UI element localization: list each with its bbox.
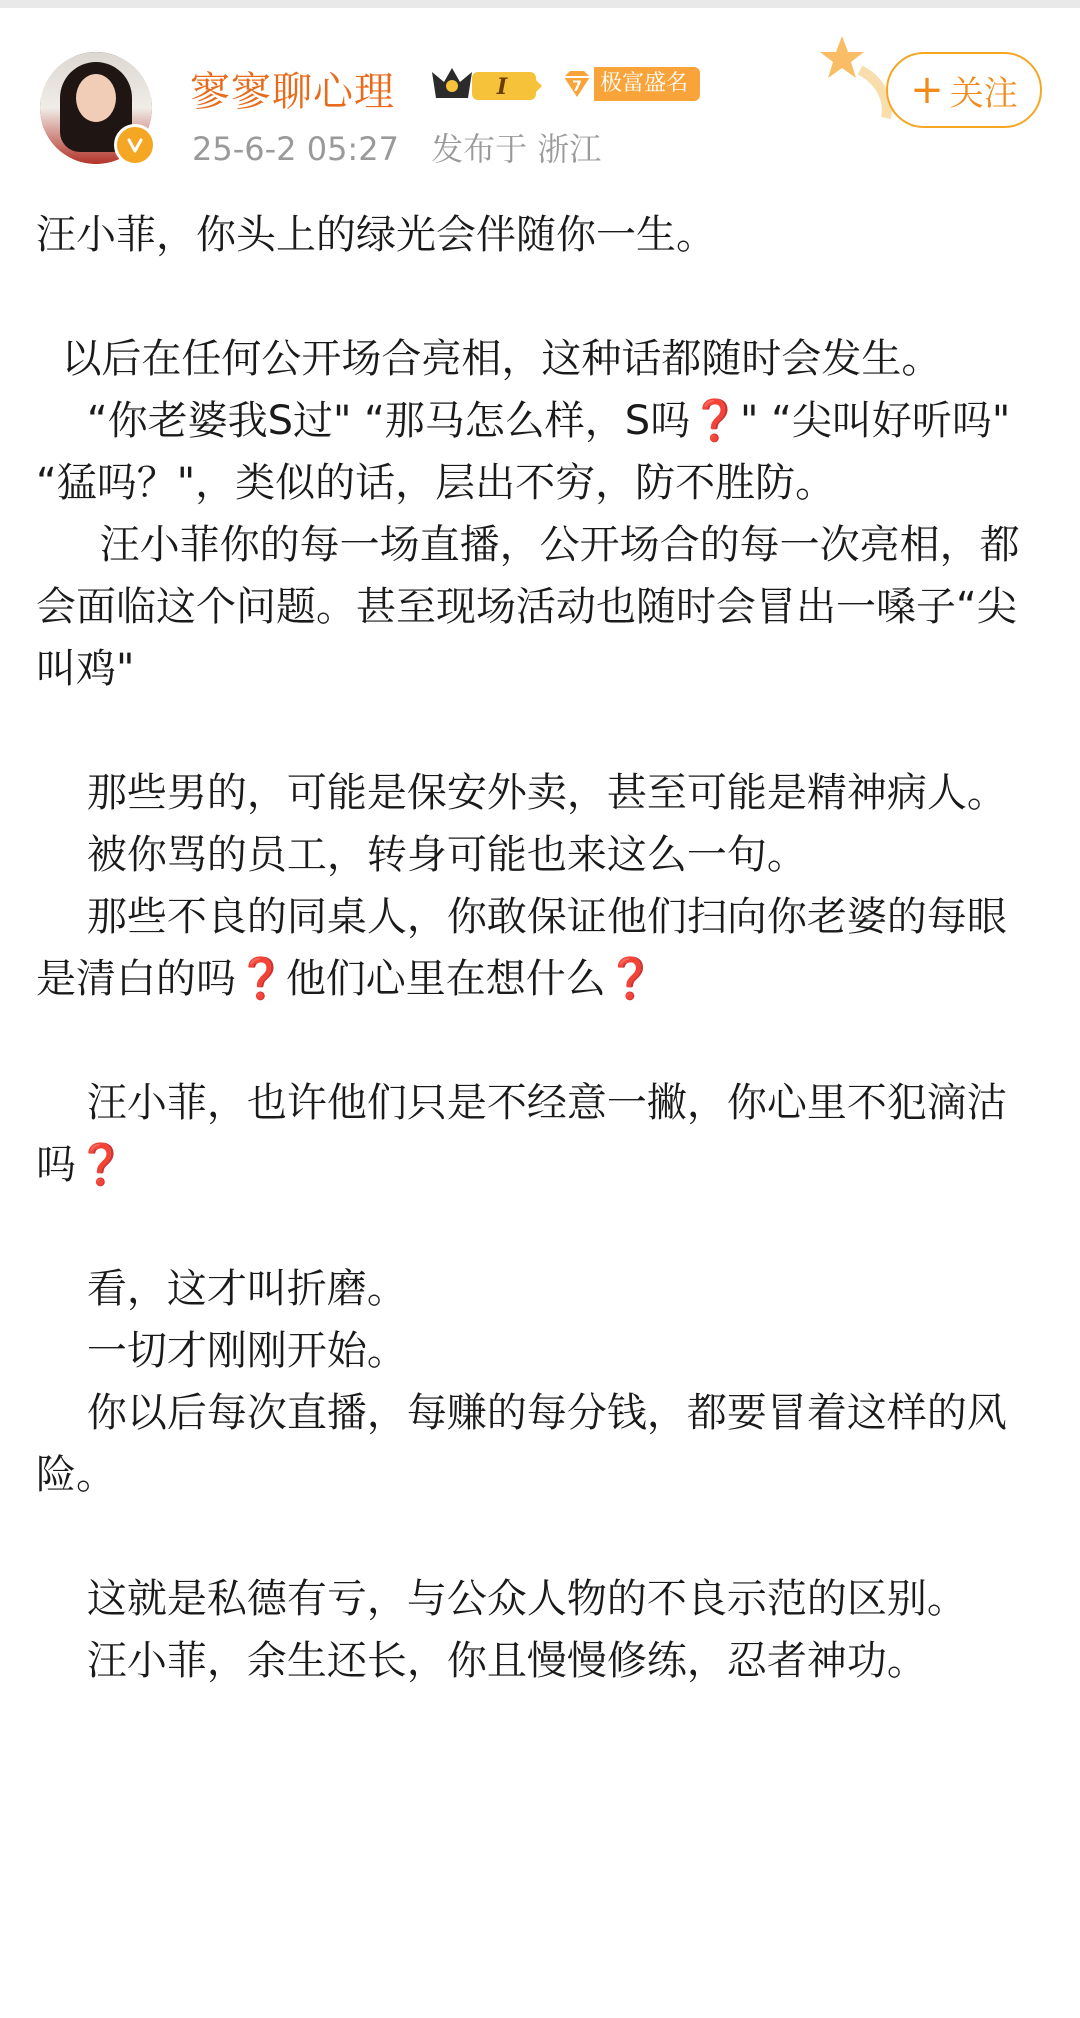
- paragraph-gap: [36, 266, 1046, 328]
- svg-text:7: 7: [572, 79, 582, 95]
- question-mark-icon: ❓: [605, 956, 656, 1002]
- post-line: 一切才刚刚开始。: [36, 1328, 407, 1374]
- top-band: [0, 0, 1080, 8]
- fame-badge-label: 极富盛名: [594, 67, 700, 101]
- question-mark-icon: ❓: [76, 1142, 126, 1188]
- avatar-face: [76, 74, 116, 122]
- post-line: 汪小菲，你头上的绿光会伴随你一生。: [36, 212, 716, 258]
- post-location: 发布于 浙江: [431, 130, 602, 168]
- fame-badge[interactable]: [560, 64, 708, 104]
- post-body: [36, 204, 1046, 1692]
- paragraph-gap: [36, 1196, 1046, 1258]
- paragraph-gap: [36, 1010, 1046, 1072]
- post-line: 这就是私德有亏，与公众人物的不良示范的区别。: [36, 1576, 967, 1622]
- post-line: 看，这才叫折磨。: [36, 1266, 407, 1312]
- post-line: 以后在任何公开场合亮相，这种话都随时会发生。: [36, 336, 942, 382]
- post-timestamp: 25-6-2 05:27: [192, 130, 399, 168]
- plus-icon: +: [910, 67, 944, 113]
- verified-badge-icon: [114, 124, 156, 166]
- question-mark-icon: ❓: [236, 956, 286, 1002]
- post-line: “你老婆我S过" “那马怎么样，S吗❓" “尖叫好听吗" “猛吗？"，类似的话，层出不穷，防不胜防。: [36, 398, 1023, 506]
- post-card: [0, 8, 1080, 2018]
- paragraph-gap: [36, 700, 1046, 762]
- crown-icon[interactable]: [428, 64, 544, 104]
- follow-button[interactable]: [886, 52, 1042, 128]
- paragraph-gap: [36, 1506, 1046, 1568]
- post-line: 你以后每次直播，每赚的每分钱，都要冒着这样的风险。: [36, 1390, 1007, 1498]
- post-line: 汪小菲，余生还长，你且慢慢修练，忍者神功。: [36, 1638, 927, 1684]
- username[interactable]: 寥寥聊心理: [190, 69, 395, 115]
- post-meta: [192, 124, 623, 170]
- post-line: 那些男的，可能是保安外卖，甚至可能是精神病人。: [36, 770, 1007, 816]
- post-line: 汪小菲，也许他们只是不经意一撇，你心里不犯滴沽吗❓: [36, 1080, 1007, 1188]
- post-line: 被你骂的员工，转身可能也来这么一句。: [36, 832, 807, 878]
- svg-text:I: I: [496, 74, 508, 100]
- follow-button-label: 关注: [949, 73, 1018, 114]
- avatar[interactable]: [40, 52, 152, 164]
- question-mark-icon: ❓: [690, 398, 741, 444]
- post-line: 汪小菲你的每一场直播，公开场合的每一次亮相，都会面临这个问题。甚至现场活动也随时会冒出一嗓子“尖叫鸡": [36, 522, 1020, 692]
- fame-diamond-icon: [560, 67, 594, 101]
- post-line: 那些不良的同桌人，你敢保证他们扫向你老婆的每眼是清白的吗❓他们心里在想什么❓: [36, 894, 1007, 1002]
